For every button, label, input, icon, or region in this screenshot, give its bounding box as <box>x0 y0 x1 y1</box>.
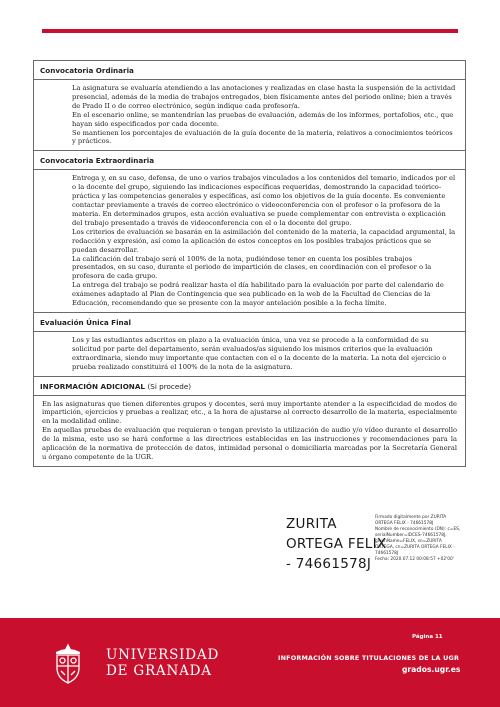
paragraph: Se mantienen los porcentajes de evaluación de la guía docente de la materia, relativos a conocimientos teóricos y prácticos. <box>72 128 453 146</box>
heading-text: INFORMACIÓN ADICIONAL <box>40 381 145 391</box>
signature-detail-line: ORTEGA, cn=ZURITA ORTEGA FELIX - <box>375 545 455 550</box>
signature-name <box>286 514 386 574</box>
university-name-line: DE GRANADA <box>106 663 212 679</box>
signature-name-line: ZURITA <box>286 516 337 532</box>
footer-info-title: INFORMACIÓN SOBRE TITULACIONES DE LA UGR <box>278 654 460 662</box>
paragraph: En las asignaturas que tienen diferentes grupos y docentes, será muy importante atender a la especificidad de modos de impartición, ejercicios y pruebas a realizar, etc., a la hora de ajustarse al correcto desarrollo de la materia, especialmente en la modalidad online. <box>42 399 457 426</box>
section-body-unica <box>34 331 465 376</box>
signature-detail-line: Firmado digitalmente por ZURITA <box>375 515 447 520</box>
evaluation-table <box>33 60 466 467</box>
page-number: Página 11 <box>412 634 443 640</box>
section-body-ordinaria <box>34 79 465 150</box>
paragraph: En aquellas pruebas de evaluación que requieran o tengan previsto la utilización de audio y/o vídeo durante el desarrollo de la misma, este uso se hará conforme a las directrices establecidas en las instrucciones y recomendaciones para la aplicación de la normativa de protección de datos, intimidad personal o domiciliaria marcadas por la Secretaría General u órgano competente de la UGR. <box>42 426 457 461</box>
signature-detail-line: givenName=FELIX, sn=ZURITA <box>375 539 442 544</box>
section-heading-unica: Evaluación Única Final <box>34 312 465 331</box>
university-name <box>106 647 219 679</box>
signature-detail-line: Nombre de reconocimiento (DN): c=ES, <box>375 527 461 532</box>
paragraph: Los y las estudiantes adscritos en plazo a la evaluación única, una vez se procede a la conformidad de su solicitud por parte del departamento, serán evaluados/as siguiendo los mismos criterios que la evaluación extraordinaria, siendo muy importante que contacten con el o la docente de la materia. La nota del ejercicio o prueba realizado constituirá el 100% de la nota de la asignatura. <box>72 335 447 371</box>
paragraph: En el escenario online, se mantendrían las pruebas de evaluación, además de los informes, portafolios, etc., que hayan sido especificados por cada docente. <box>72 110 454 128</box>
signature-detail-line: ORTEGA FELIX - 74661578J <box>375 521 434 526</box>
section-body-adicional <box>34 395 465 466</box>
signature-name-line: - 74661578J <box>286 556 372 572</box>
signature-details <box>375 515 467 563</box>
signature-detail-line: serialNumber=IDCES-74661578J, <box>375 533 447 538</box>
signature-detail-line: 74661578J <box>375 551 399 556</box>
section-heading-extraordinaria: Convocatoria Extraordinaria <box>34 150 465 169</box>
university-name-line: UNIVERSIDAD <box>106 647 220 663</box>
signature-detail-line: Fecha: 2020.07.12 00:08:57 +02'00' <box>375 557 454 562</box>
university-crest-icon <box>44 642 92 686</box>
paragraph: La entrega del trabajo se podrá realizar hasta el día habilitado para la evaluación por parte del calendario de exámenes adaptado al Plan de Contingencia que sea publicado en la web de la Facultad de Ciencias de la Educación, recomendando que se presente con la mayor antelación posible a la fecha límite. <box>72 281 444 308</box>
top-accent-bar <box>42 29 458 33</box>
footer-site: grados.ugr.es <box>402 665 461 674</box>
paragraph: Los criterios de evaluación se basarán en la asimilación del contenido de la materia, la capacidad argumental, la redacción y expresión, así como la aplicación de estos conceptos en los posibles trabajos prácticos que se puedan desarrollar. <box>72 227 456 254</box>
paragraph: Entrega y, en su caso, defensa, de uno o varios trabajos vinculados a los contenidos del temario, indicados por el o la docente del grupo, siguiendo las indicaciones específicas requeridas, demostrando la capacidad teórico-práctica y las competencias generales y específicas, así como los objetivos de la guía docente. Es conveniente contactar previamente a través de correo electrónico o videoconferencia con el profesor o la profesora de la materia. En determinados grupos, esta acción evaluativa se puede complementar con entrevista o explicación del trabajo presentado a través de videoconferencia con el o la docente del grupo. <box>72 174 456 227</box>
paragraph: La calificación del trabajo será el 100% de la nota, pudiéndose tener en cuenta los posibles trabajos presentados, en su caso, durante el periodo de impartición de clases, en coordinación con el profesor o la profesora de cada grupo. <box>72 254 432 281</box>
section-heading-adicional <box>34 376 465 395</box>
signature-name-line: ORTEGA FELIX <box>286 536 387 552</box>
heading-note: (Si procede) <box>147 381 192 391</box>
section-body-extraordinaria <box>34 169 465 312</box>
section-heading-ordinaria: Convocatoria Ordinaria <box>40 66 134 75</box>
paragraph: La asignatura se evaluaría atendiendo a las anotaciones y realizadas en clase hasta la suspensión de la actividad presencial, además de la media de trabajos entregados, bien físicamente antes del periodo online; bien a través de Prado II o de correo electrónico, según indique cada profesor/a. <box>72 84 456 110</box>
